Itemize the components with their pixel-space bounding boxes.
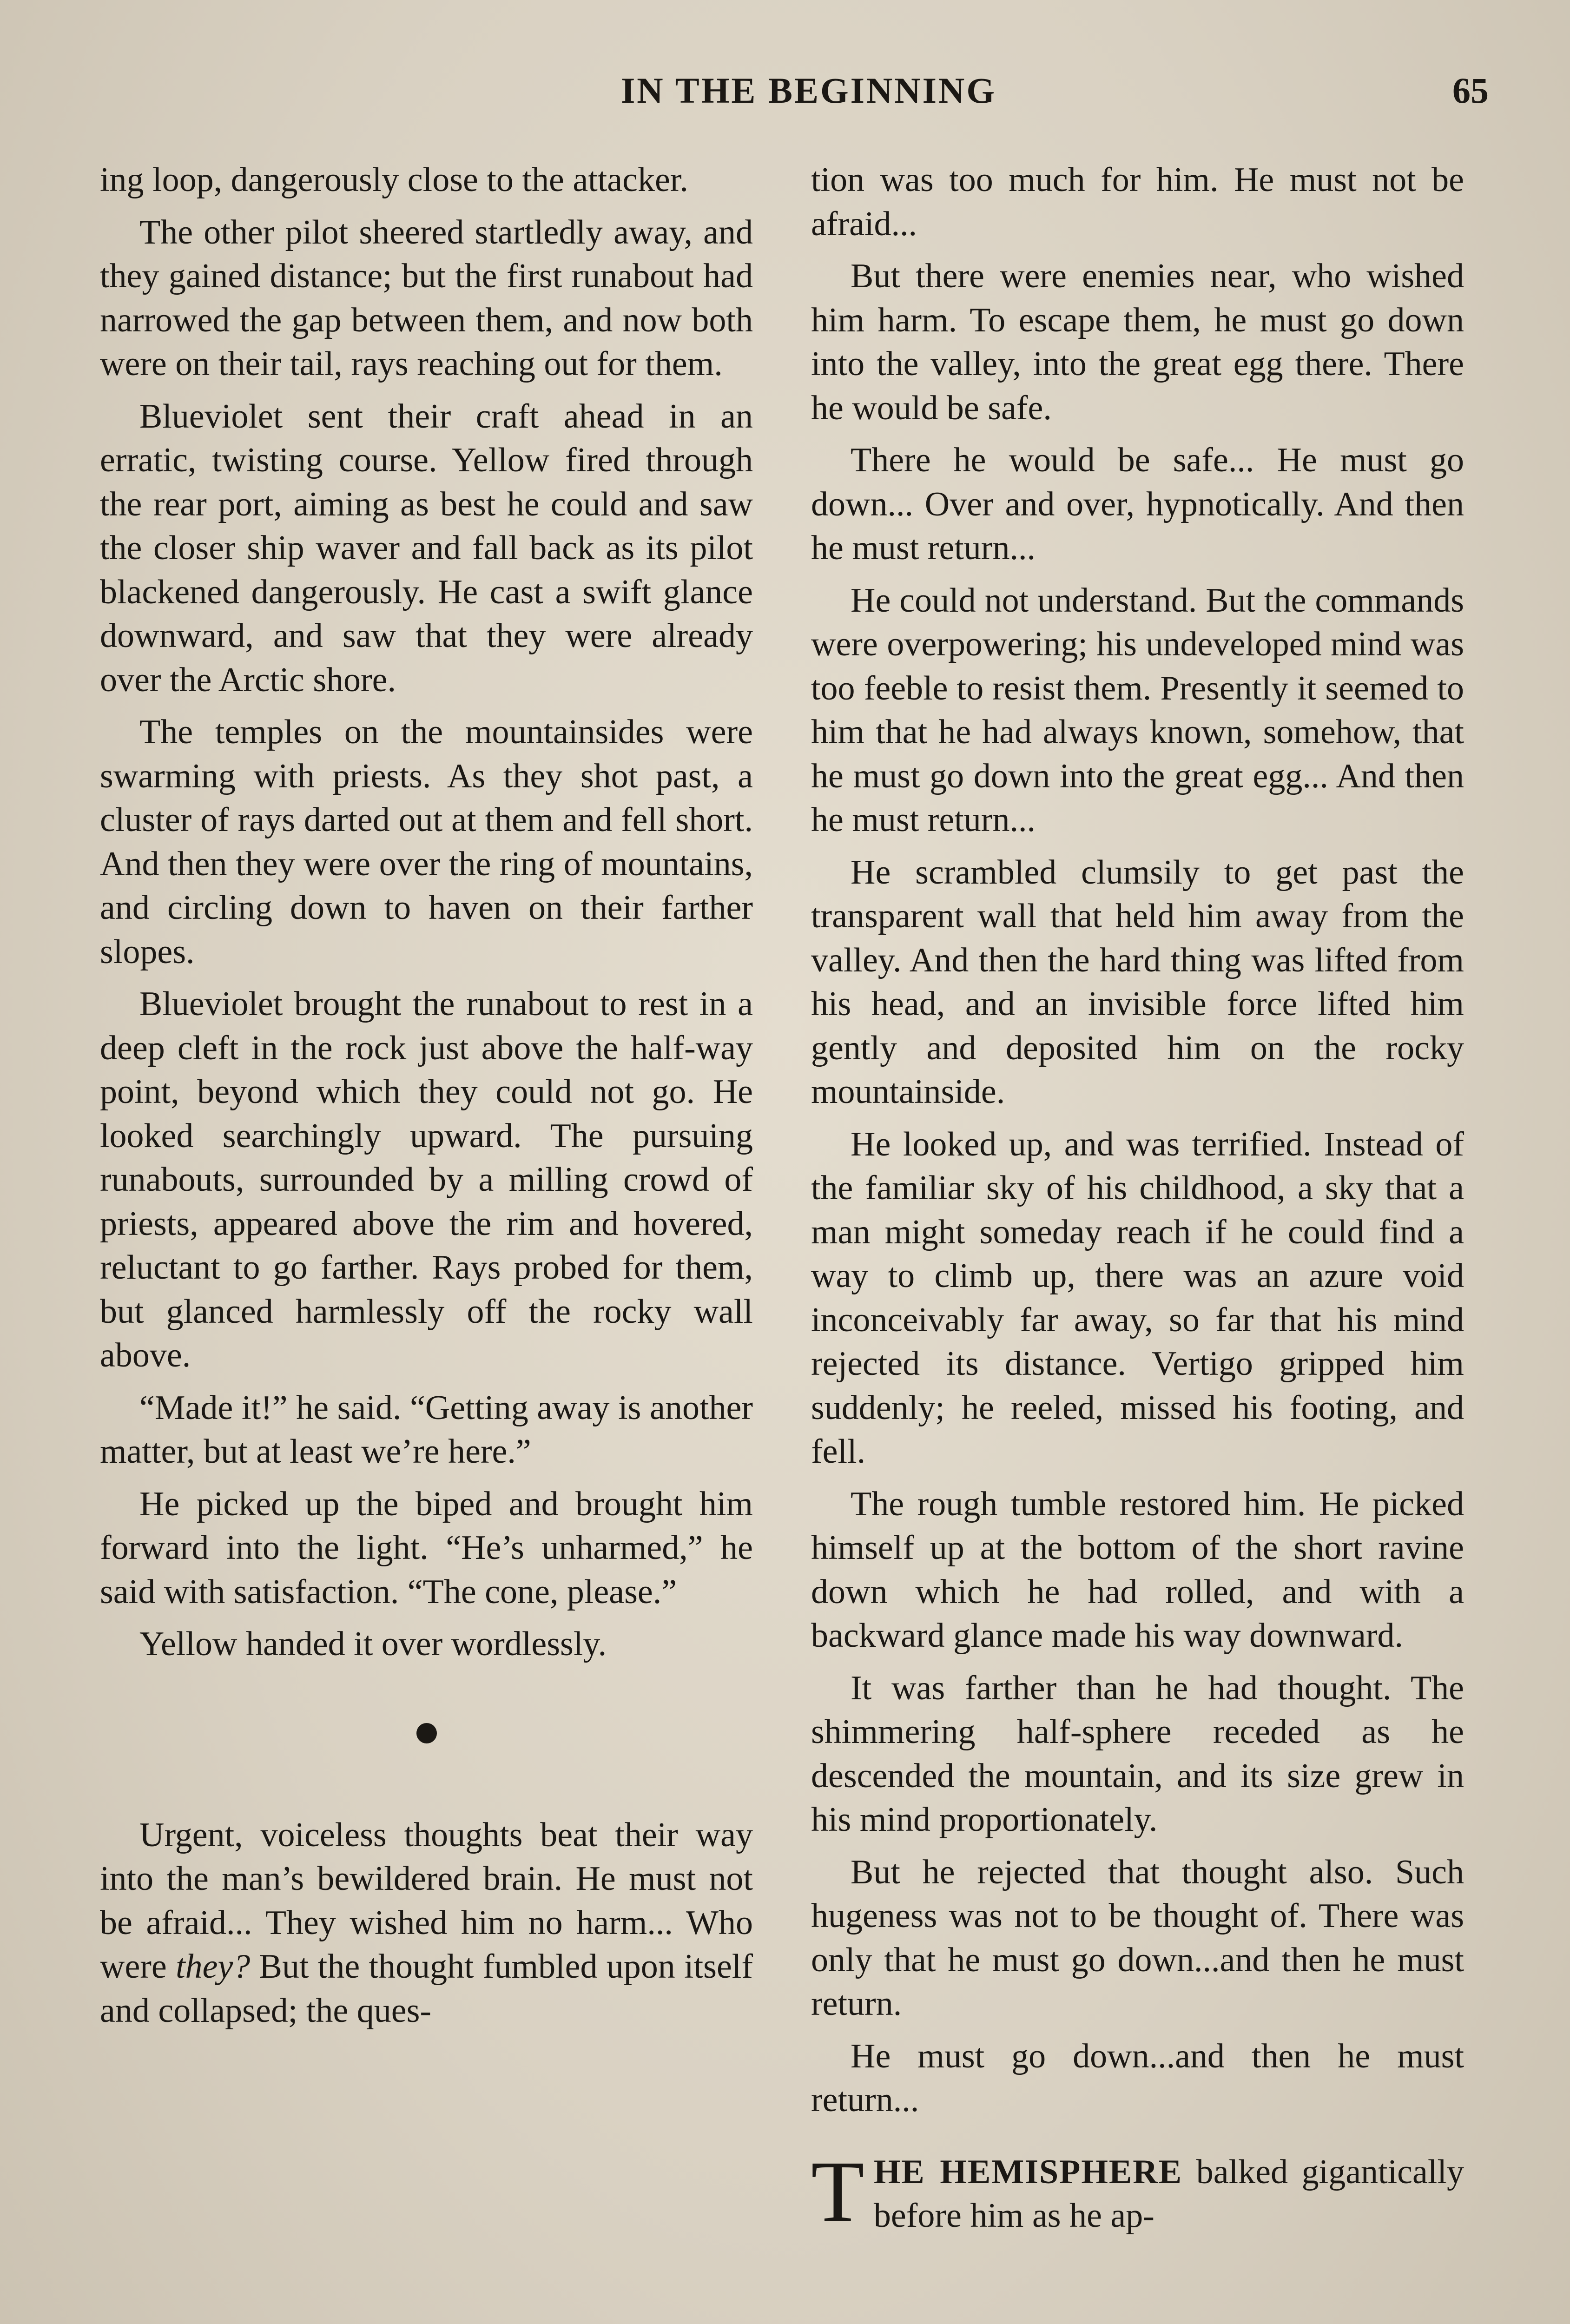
paragraph: “Made it!” he said. “Getting away is another matter, but at least we’re here.” [100,1388,753,1471]
page-number: 65 [1452,70,1489,111]
paragraph: Blueviolet sent their craft ahead in an erratic, twisting course. Yellow fired through the rear port, aiming as best he could and saw the closer ship waver and fall back as its pilot blackened dangerously. He cast a swift glance downward, and saw that they were already over the Arctic shore. [100,397,753,699]
paragraph: He must go down...and then he must return... [811,2037,1464,2119]
paragraph [100,1813,753,2033]
paragraph: He could not understand. But the commands were overpowering; his undeveloped mind was too feeble to resist them. Presently it seemed to him that he had always known, somehow, that he must go down into the great egg... And then he must return... [811,581,1464,839]
paragraph: He picked up the biped and brought him forward into the light. “He’s unharmed,” he said with satisfaction. “The cone, please.” [100,1485,753,1611]
small-caps-lead: HE HEMISPHERE [873,2152,1183,2191]
section-break-dot [416,1723,437,1743]
paragraph: He scrambled clumsily to get past the transparent wall that held him away from the valley. And then the hard thing was lifted from his head, and an invisible force lifted him gently and deposited him on the rocky mountainside. [811,853,1464,1111]
italic-word: they? [176,1948,251,1986]
paragraph: It was farther than he had thought. The shimmering half-sphere receded as he descended the mountain, and its size grew in his mind proportionately. [811,1669,1464,1839]
drop-cap: T [811,2142,864,2240]
left-column [100,158,753,2041]
paragraph: ing loop, dangerously close to the attacker. [100,161,688,199]
paragraph: The other pilot sheered startledly away, and they gained distance; but the first runabout had narrowed the gap between them, and now both were on their tail, rays reaching out for them. [100,213,753,383]
paragraph: tion was too much for him. He must not be afraid... [811,161,1464,243]
paragraph: But there were enemies near, who wished him harm. To escape them, he must go down into the valley, into the great egg there. There he would be safe. [811,257,1464,427]
section-opening-paragraph [811,2142,1464,2240]
paragraph: Yellow handed it over wordlessly. [139,1625,607,1663]
paragraph: Blueviolet brought the runabout to rest in a deep cleft in the rock just above the half-way point, beyond which they could not go. He looked searchingly upward. The pursuing runabouts, surrounded by a milling crowd of priests, appeared above the rim and hovered, reluctant to go farther. Rays probed for them, but glanced harmlessly off the rocky wall above. [100,985,753,1374]
right-column [811,158,1464,2246]
paragraph-text: Urgent, voiceless thoughts beat their way into the man’s bewildered brain. He must not be afraid... They wished him no harm... Who were [100,1816,753,1986]
paragraph: The rough tumble restored him. He picked himself up at the bottom of the short ravine down which he had rolled, and with a backward glance made his way downward. [811,1485,1464,1655]
paragraph: He looked up, and was terrified. Instead of the familiar sky of his childhood, a sky that a man might someday reach if he could find a way to climb up, there was an azure void inconceivably far away, so far that his mind rejected its distance. Vertigo gripped him suddenly; he reeled, missed his footing, and fell. [811,1125,1464,1471]
paragraph: But he rejected that thought also. Such hugeness was not to be thought of. There was only that he must go down...and then he must return. [811,1853,1464,2023]
running-head: IN THE BEGINNING [620,70,997,111]
paragraph-text: balked gigantically before him as he ap- [873,2152,1464,2235]
paragraph: There he would be safe... He must go down... Over and over, hypnotically. And then he must return... [811,441,1464,567]
paragraph-text: But the thought fumbled upon itself and collapsed; the ques- [100,1948,753,2030]
paragraph: The temples on the mountainsides were swarming with priests. As they shot past, a cluster of rays darted out at them and fell short. And then they were over the ring of mountains, and circling down to haven on their farther slopes. [100,713,753,971]
